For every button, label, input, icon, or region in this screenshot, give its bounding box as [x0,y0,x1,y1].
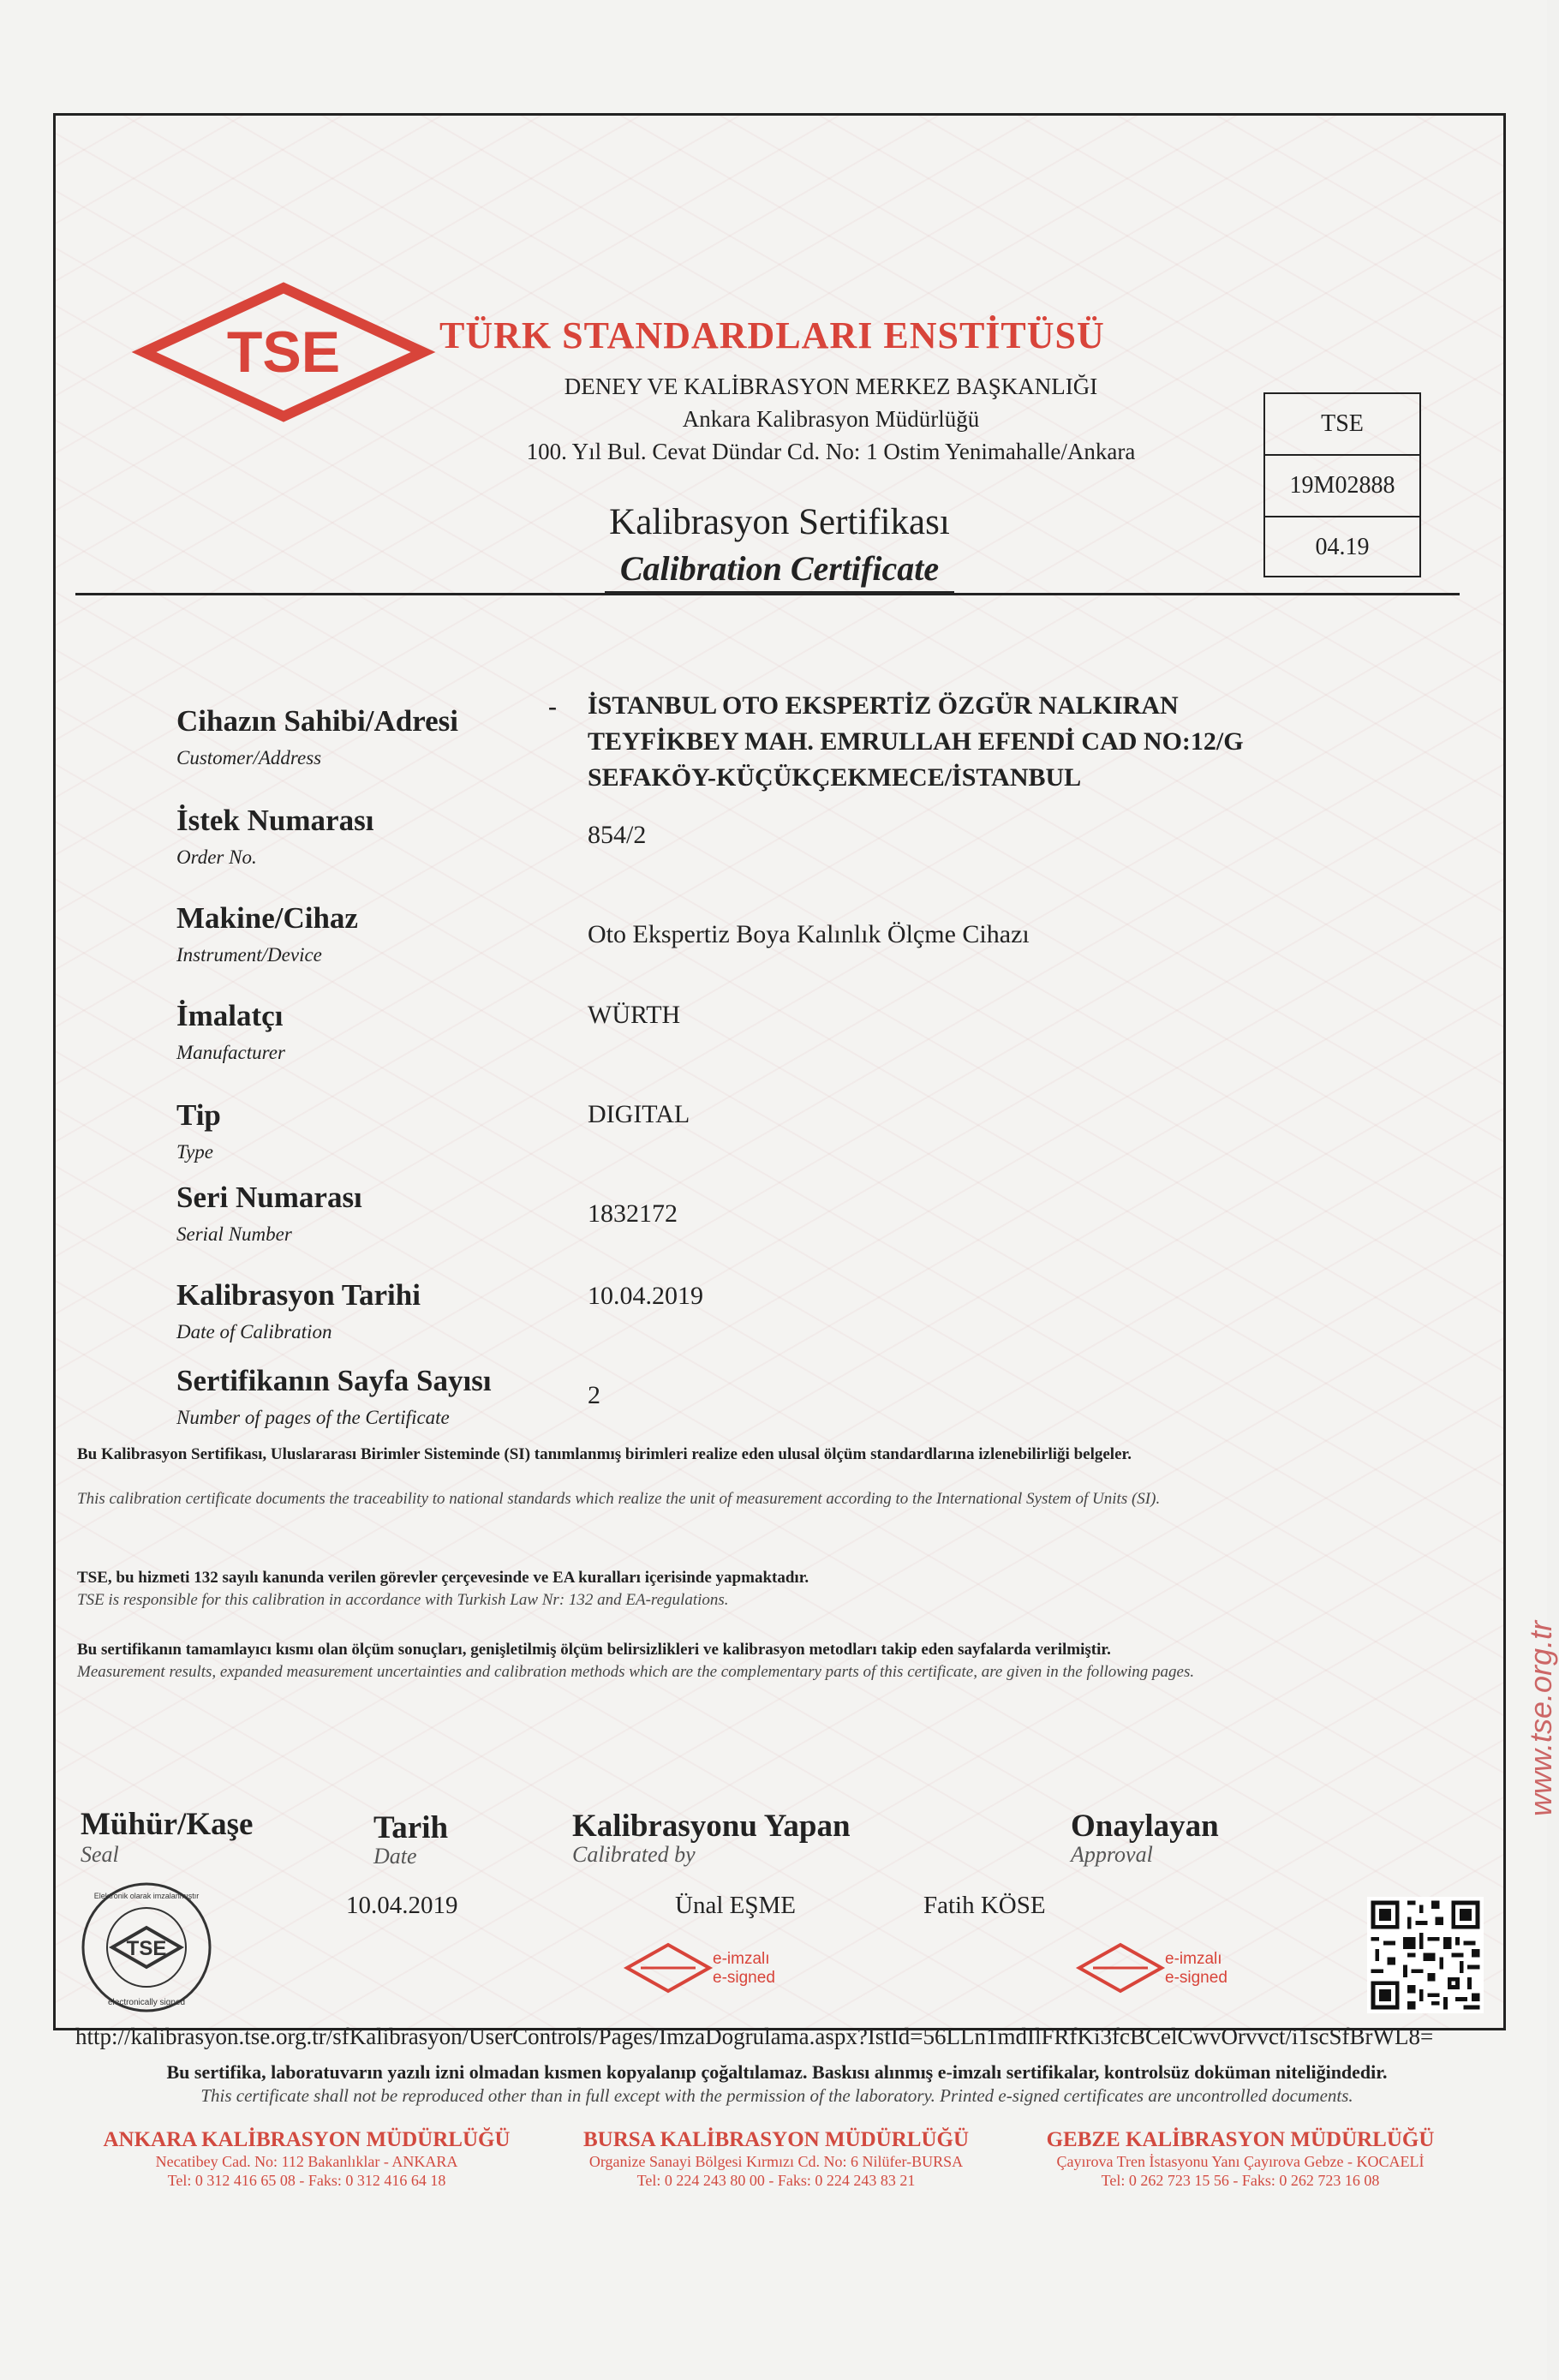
page-count-value: 2 [588,1381,600,1409]
type-label-en: Type [176,1141,214,1163]
traceability-note-tr: Bu Kalibrasyon Sertifikası, Uluslararası Birimler Sisteminde (SI) tanımlanmış birimleri realize eden ulusal ölçüm standardlarına izlenebilirliği belgeler. [77,1445,1132,1463]
approval-label-en: Approval [1071,1842,1153,1867]
signature-date-value: 10.04.2019 [346,1892,458,1919]
seal-logo-text: TSE [126,1937,167,1960]
ref-issuer: TSE [1265,394,1419,456]
office-ankara [67,2128,547,2190]
office-bursa-name: BURSA KALİBRASYON MÜDÜRLÜĞÜ [582,2128,970,2151]
esign-en-2: e-signed [1165,1969,1227,1987]
customer-dash: - [548,692,557,721]
order-label: İstek Numarası [176,804,374,837]
type-value: DIGITAL [588,1100,690,1128]
office-gebze-name: GEBZE KALİBRASYON MÜDÜRLÜĞÜ [1046,2128,1435,2151]
order-label-en: Order No. [176,846,257,868]
customer-line-2: TEYFİKBEY MAH. EMRULLAH EFENDİ CAD NO:12/G [588,727,1244,756]
calibrated-by-label: Kalibrasyonu Yapan [572,1809,851,1844]
institute-address: 100. Yıl Bul. Cevat Dündar Cd. No: 1 Ostim Yenimahalle/Ankara [526,439,1136,464]
customer-label-en: Customer/Address [176,747,322,768]
calibration-date-label: Kalibrasyon Tarihi [176,1278,421,1312]
office-bursa-tel: Tel: 0 224 243 80 00 - Faks: 0 224 243 83 21 [636,2172,916,2189]
law-note-tr: TSE, bu hizmeti 132 sayılı kanunda verilen görevler çerçevesinde ve EA kuralları içerisinde yapmaktadır. [77,1569,809,1587]
traceability-note-en: This calibration certificate documents the traceability to national standards which realize the unit of measurement according to the International System of Units (SI). [77,1490,1161,1508]
calibrated-by-name: Ünal EŞME [675,1892,796,1919]
copy-warning-tr: Bu sertifika, laboratuvarın yazılı izni olmadan kısmen kopyalanıp çoğaltılamaz. Baskısı alınmış e-imzalı sertifikalar, kontrolsüz doküman niteliğindedir. [166,2061,1388,2083]
verification-qr-code[interactable] [1367,1897,1484,2013]
ref-month: 04.19 [1315,534,1370,560]
header-rule [75,593,1460,595]
seal-label-en: Seal [81,1842,119,1867]
ref-certificate-number: 19M02888 [1265,456,1419,517]
department-name: DENEY VE KALİBRASYON MERKEZ BAŞKANLIĞI [564,374,1098,399]
page-count-label: Sertifikanın Sayfa Sayısı [176,1364,492,1397]
electronic-seal-icon [79,1880,214,2015]
calibration-date-value: 10.04.2019 [588,1282,703,1310]
office-ankara-tel: Tel: 0 312 416 65 08 - Faks: 0 312 416 64 18 [167,2172,446,2189]
page-count-label-en: Number of pages of the Certificate [176,1407,450,1428]
results-note-en: Measurement results, expanded measurement uncertainties and calibration methods which are the complementary parts of this certificate, are given in the following pages. [77,1663,1195,1681]
type-label: Tip [176,1098,221,1132]
e-signed-badge-approver [1076,1938,1239,1998]
customer-label: Cihazın Sahibi/Adresi [176,704,459,738]
office-bursa-address: Organize Sanayi Bölgesi Kırmızı Cd. No: 6 Nilüfer-BURSA [588,2153,964,2170]
reference-box [1263,392,1421,577]
office-ankara-address: Necatibey Cad. No: 112 Bakanlıklar - ANKARA [155,2153,458,2170]
instrument-label-en: Instrument/Device [176,944,322,966]
serial-label: Seri Numarası [176,1181,362,1214]
certificate-title-tr: Kalibrasyon Sertifikası [609,502,950,542]
institute-name: TÜRK STANDARDLARI ENSTİTÜSÜ [439,314,1105,356]
instrument-label: Makine/Cihaz [176,901,358,935]
manufacturer-label: İmalatçı [176,999,284,1032]
side-website: www.tse.org.tr [1523,1620,1558,1816]
approval-name: Fatih KÖSE [923,1892,1046,1919]
customer-line-1: İSTANBUL OTO EKSPERTİZ ÖZGÜR NALKIRAN [588,691,1179,720]
seal-ring-bottom: electronically signed [107,1998,186,2007]
esign-tr-2: e-imzalı [1165,1950,1222,1968]
office-ankara-name: ANKARA KALİBRASYON MÜDÜRLÜĞÜ [103,2128,511,2151]
serial-label-en: Serial Number [176,1223,292,1245]
office-bursa [536,2128,1016,2190]
verification-url[interactable]: http://kalibrasyon.tse.org.tr/sfKalibrasyon/UserControls/Pages/ImzaDogrulama.aspx?IstId=56LLn1mdIlFRfKi3fcBCelCwvOrvvct/i1scSfBrWL8= [75,2024,1434,2049]
esign-tr-1: e-imzalı [713,1950,770,1968]
tse-logo [135,283,432,422]
signature-date-label-en: Date [373,1844,417,1869]
copy-warning-en: This certificate shall not be reproduced other than in full except with the permission of the laboratory. Printed e-signed certificates are uncontrolled documents. [200,2085,1353,2106]
manufacturer-label-en: Manufacturer [176,1042,285,1063]
law-note-en: TSE is responsible for this calibration in accordance with Turkish Law Nr: 132 and EA-regulations. [77,1591,729,1609]
seal-label: Mühür/Kaşe [81,1807,254,1842]
office-gebze-address: Çayırova Tren İstasyonu Yanı Çayırova Gebze - KOCAELİ [1056,2153,1425,2170]
order-value: 854/2 [588,821,647,849]
results-note-tr: Bu sertifikanın tamamlayıcı kısmı olan ölçüm sonuçları, genişletilmiş ölçüm belirsizlikleri ve kalibrasyon metodları takip eden sayfalarda verilmiştir. [77,1641,1111,1659]
customer-line-3: SEFAKÖY-KÜÇÜKÇEKMECE/İSTANBUL [588,763,1082,792]
directorate-name: Ankara Kalibrasyon Müdürlüğü [682,406,980,432]
serial-value: 1832172 [588,1199,678,1228]
e-signed-badge-calibrator [624,1938,786,1998]
manufacturer-value: WÜRTH [588,1001,681,1029]
logo-text: TSE [226,320,341,385]
office-gebze [1001,2128,1480,2190]
calibration-date-label-en: Date of Calibration [176,1321,332,1342]
approval-label: Onaylayan [1071,1809,1219,1844]
esign-en-1: e-signed [713,1969,775,1987]
signature-date-label: Tarih [373,1810,449,1845]
office-gebze-tel: Tel: 0 262 723 15 56 - Faks: 0 262 723 16 08 [1101,2172,1380,2189]
instrument-value: Oto Ekspertiz Boya Kalınlık Ölçme Cihazı [588,920,1030,948]
seal-ring-top: Elektronik olarak imzalanmıştır [93,1892,200,1900]
certificate-title-en: Calibration Certificate [619,549,940,588]
calibrated-by-label-en: Calibrated by [572,1842,696,1867]
